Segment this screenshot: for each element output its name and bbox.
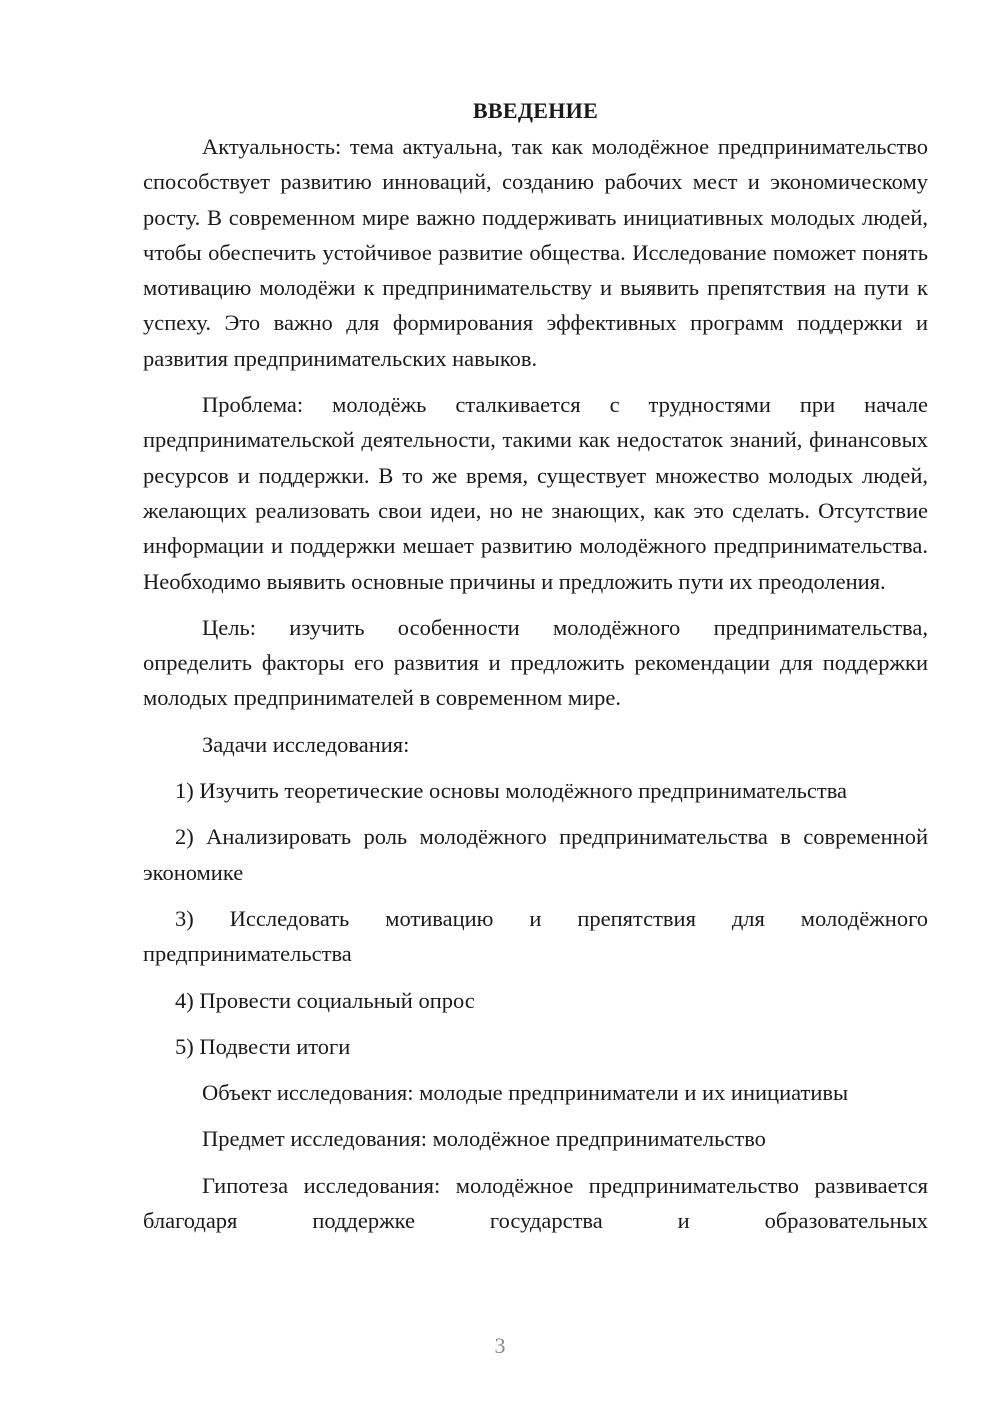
task-item-3: 3) Исследовать мотивацию и препятствия для молодёжного предпринимательства (143, 905, 928, 967)
task-item-4: 4) Провести социальный опрос (175, 987, 475, 1013)
task-item-5: 5) Подвести итоги (175, 1033, 351, 1059)
goal-paragraph: Цель: изучить особенности молодёжного предпринимательства, определить факторы его развития и предложить рекомендации для поддержки молодых предпринимателей в современном мире. (143, 614, 928, 711)
task-item-2: 2) Анализировать роль молодёжного предпринимательства в современной экономике (143, 824, 928, 885)
hypothesis-paragraph: Гипотеза исследования: молодёжное предпринимательство развивается благодаря поддержке государства и образовательных (143, 1172, 928, 1234)
tasks-heading: Задачи исследования: (202, 731, 410, 757)
problem-paragraph: Проблема: молодёжь сталкивается с трудностями при начале предпринимательской деятельности, такими как недостаток знаний, финансовых ресурсов и поддержки. В то же время, существует множество молодых людей, желающих реализовать свои идеи, но не знающих, как это сделать. Отсутствие информации и поддержки мешает развитию молодёжного предпринимательства. Необходимо выявить основные причины и предложить пути их преодоления. (143, 392, 928, 594)
page-number: 3 (494, 1333, 506, 1358)
page-content (143, 93, 928, 1249)
relevance-paragraph: Актуальность: тема актуальна, так как молодёжное предпринимательство способствует развитию инноваций, созданию рабочих мест и экономическому росту. В современном мире важно поддерживать инициативных молодых людей, чтобы обеспечить устойчивое развитие общества. Исследование поможет понять мотивацию молодёжи к предпринимательству и выявить препятствия на пути к успеху. Это важно для формирования эффективных программ поддержки и развития предпринимательских навыков. (143, 134, 928, 371)
subject-paragraph: Предмет исследования: молодёжное предпринимательство (202, 1126, 766, 1152)
object-paragraph: Объект исследования: молодые предприниматели и их инициативы (202, 1080, 849, 1106)
task-item-1: 1) Изучить теоретические основы молодёжного предпринимательства (175, 778, 848, 804)
section-heading: ВВЕДЕНИЕ (472, 98, 599, 123)
